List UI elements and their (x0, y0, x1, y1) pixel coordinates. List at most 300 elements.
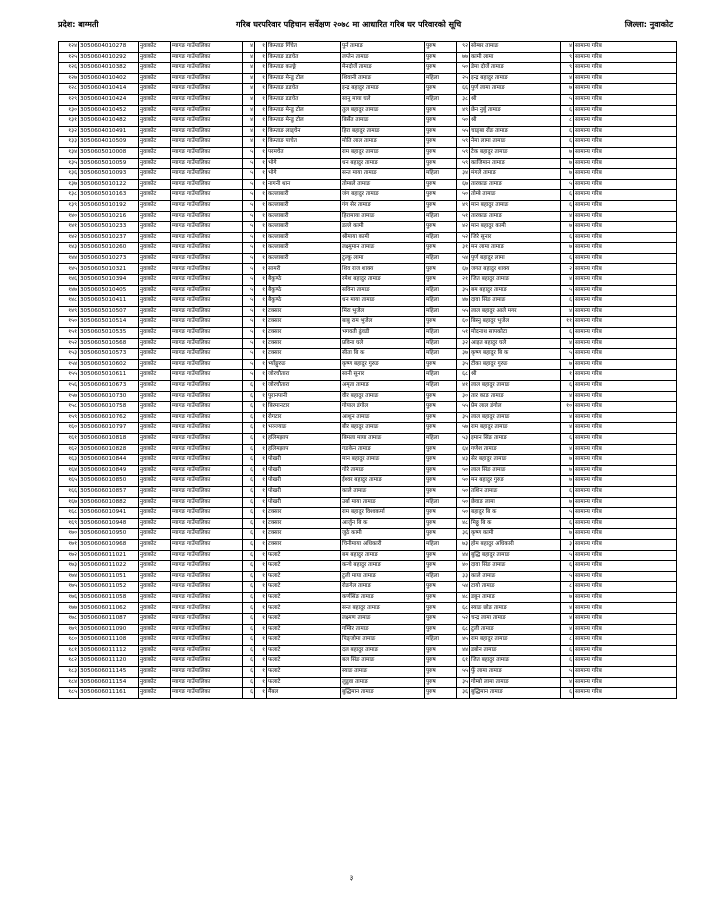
cell-tole: बैकुण्ठे (267, 285, 341, 296)
cell-municipality: म्यागङ गाउँपालिका (171, 592, 243, 603)
cell-family-size: ७ (561, 465, 574, 476)
cell-head-name: गम्बिर तामाङ (341, 624, 425, 635)
cell-ward: ६ (243, 433, 255, 444)
cell-gender: पुरुष (425, 592, 457, 603)
cell-father-name: स्याङ छोङ तामाङ (470, 603, 561, 614)
cell-tole: बैकुण्ठे (267, 296, 341, 307)
cell-tole: जोरचौतारा (267, 381, 341, 392)
cell-municipality: म्यागङ गाउँपालिका (171, 285, 243, 296)
cell-serial-no: १३३ (59, 137, 79, 148)
cell-serial-no: १५१ (59, 328, 79, 339)
cell-household-id: 3050606010941 (79, 508, 139, 519)
cell-municipality: म्यागङ गाउँपालिका (171, 116, 243, 127)
cell-gender: पुरुष (425, 158, 457, 169)
cell-father-name: मंगले तामाङ (470, 169, 561, 180)
cell-ward: ६ (243, 391, 255, 402)
cell-head-name: हिरामाया तामाङ (341, 211, 425, 222)
table-row (59, 423, 677, 434)
table-row (59, 370, 677, 381)
cell-cluster: १ (255, 603, 267, 614)
cell-family-size: ४ (561, 423, 574, 434)
cell-municipality: म्यागङ गाउँपालिका (171, 444, 243, 455)
cell-district: नुवाकोट (139, 486, 171, 497)
cell-poverty-category: सामान्य गरिब (574, 381, 677, 392)
cell-ward: ४ (243, 105, 255, 116)
cell-cluster: १ (255, 296, 267, 307)
cell-household-id: 3050605010411 (79, 296, 139, 307)
cell-gender: महिला (425, 306, 457, 317)
cell-poverty-category: सामान्य गरिब (574, 592, 677, 603)
cell-age: ५५ (457, 402, 470, 413)
cell-gender: महिला (425, 433, 457, 444)
cell-father-name: चन्द्र लामा तामाङ (470, 614, 561, 625)
cell-family-size: ४ (561, 614, 574, 625)
cell-district: नुवाकोट (139, 190, 171, 201)
cell-municipality: म्यागङ गाउँपालिका (171, 126, 243, 137)
cell-cluster: १ (255, 306, 267, 317)
cell-poverty-category: सामान्य गरिब (574, 126, 677, 137)
cell-family-size: ४ (561, 677, 574, 688)
cell-household-id: 3050604010491 (79, 126, 139, 137)
cell-father-name: राम बहादुर तामाङ (470, 635, 561, 646)
cell-cluster: १ (255, 476, 267, 487)
cell-head-name: पुर्न तामाङ (341, 42, 425, 53)
cell-cluster: १ (255, 455, 267, 466)
cell-district: नुवाकोट (139, 52, 171, 63)
cell-household-id: 3050606010850 (79, 476, 139, 487)
cell-poverty-category: सामान्य गरिब (574, 667, 677, 678)
cell-serial-no: १५९ (59, 412, 79, 423)
table-row (59, 116, 677, 127)
cell-age: ४१ (457, 381, 470, 392)
cell-municipality: म्यागङ गाउँपालिका (171, 147, 243, 158)
cell-age: ३७ (457, 349, 470, 360)
cell-tole: हलिमझाप (267, 433, 341, 444)
cell-ward: ६ (243, 656, 255, 667)
cell-age: ५४ (457, 582, 470, 593)
cell-municipality: म्यागङ गाउँपालिका (171, 42, 243, 53)
cell-household-id: 3050606011051 (79, 571, 139, 582)
cell-poverty-category: सामान्य गरिब (574, 518, 677, 529)
cell-family-size: ४ (561, 211, 574, 222)
cell-municipality: म्यागङ गाउँपालिका (171, 561, 243, 572)
cell-municipality: म्यागङ गाउँपालिका (171, 73, 243, 84)
cell-municipality: म्यागङ गाउँपालिका (171, 677, 243, 688)
table-row (59, 550, 677, 561)
cell-tole: फलाटे (267, 645, 341, 656)
cell-family-size: ६ (561, 381, 574, 392)
cell-head-name: भगवती ढुंवडी (341, 328, 425, 339)
cell-household-id: 3050606011052 (79, 582, 139, 593)
cell-district: नुवाकोट (139, 433, 171, 444)
cell-head-name: सन्त माया तामाङ (341, 169, 425, 180)
cell-tole: किम्ताङ लाड्चेन (267, 126, 341, 137)
cell-district: नुवाकोट (139, 84, 171, 95)
cell-family-size: ११ (561, 317, 574, 328)
cell-age: २५ (457, 73, 470, 84)
cell-district: नुवाकोट (139, 328, 171, 339)
cell-family-size: ७ (561, 529, 574, 540)
cell-gender: पुरुष (425, 391, 457, 402)
cell-age: ५० (457, 63, 470, 74)
table-row (59, 190, 677, 201)
cell-serial-no: १८० (59, 635, 79, 646)
cell-district: नुवाकोट (139, 137, 171, 148)
cell-municipality: म्यागङ गाउँपालिका (171, 94, 243, 105)
cell-gender: महिला (425, 349, 457, 360)
cell-family-size: ८ (561, 582, 574, 593)
cell-poverty-category: सामान्य गरिब (574, 635, 677, 646)
cell-poverty-category: सामान्य गरिब (574, 508, 677, 519)
cell-district: नुवाकोट (139, 550, 171, 561)
cell-gender: पुरुष (425, 603, 457, 614)
cell-cluster: १ (255, 137, 267, 148)
table-row (59, 433, 677, 444)
cell-head-name: सन्त बहादुर तामाङ (341, 603, 425, 614)
cell-household-id: 3050606010882 (79, 497, 139, 508)
cell-serial-no: १२७ (59, 73, 79, 84)
cell-family-size: ८ (561, 635, 574, 646)
cell-head-name: बम बहादुर तामाङ (341, 550, 425, 561)
cell-tole: फलाटे (267, 656, 341, 667)
cell-district: नुवाकोट (139, 667, 171, 678)
cell-household-id: 3050605010611 (79, 370, 139, 381)
cell-cluster: १ (255, 169, 267, 180)
cell-age: ४४ (457, 550, 470, 561)
cell-age: ३५ (457, 677, 470, 688)
cell-head-name: रोङगेल तामाङ (341, 582, 425, 593)
cell-serial-no: १६० (59, 423, 79, 434)
cell-tole: फलाटे (267, 592, 341, 603)
cell-gender: पुरुष (425, 190, 457, 201)
cell-tole: किम्ताङ मेन्डु टोल (267, 116, 341, 127)
cell-tole: सामरी (267, 264, 341, 275)
cell-head-name: लुडुवा तामाङ (341, 677, 425, 688)
cell-family-size: ४ (561, 42, 574, 53)
cell-family-size: ६ (561, 126, 574, 137)
cell-serial-no: १५० (59, 317, 79, 328)
cell-family-size: ६ (561, 486, 574, 497)
cell-age: ४८ (457, 592, 470, 603)
cell-poverty-category: सामान्य गरिब (574, 402, 677, 413)
cell-family-size: ४ (561, 73, 574, 84)
cell-district: नुवाकोट (139, 561, 171, 572)
cell-serial-no: १७० (59, 529, 79, 540)
cell-poverty-category: सामान्य गरिब (574, 147, 677, 158)
cell-father-name: मन लामा तामाङ (470, 243, 561, 254)
cell-family-size: ७ (561, 84, 574, 95)
cell-family-size: ७ (561, 222, 574, 233)
cell-poverty-category: सामान्य गरिब (574, 412, 677, 423)
table-row (59, 84, 677, 95)
cell-municipality: म्यागङ गाउँपालिका (171, 508, 243, 519)
cell-head-name: आर्जुन बि क (341, 518, 425, 529)
cell-gender: पुरुष (425, 137, 457, 148)
cell-family-size: ७ (561, 169, 574, 180)
cell-municipality: म्यागङ गाउँपालिका (171, 571, 243, 582)
cell-age: ५० (457, 497, 470, 508)
cell-poverty-category: सामान्य गरिब (574, 338, 677, 349)
cell-cluster: १ (255, 275, 267, 286)
cell-serial-no: १२५ (59, 52, 79, 63)
cell-ward: ४ (243, 116, 255, 127)
table-row (59, 635, 677, 646)
cell-district: नुवाकोट (139, 94, 171, 105)
cell-head-name: आशुन तामाङ (341, 412, 425, 423)
cell-age: ५१ (457, 211, 470, 222)
cell-cluster: १ (255, 582, 267, 593)
cell-serial-no: १४२ (59, 232, 79, 243)
cell-serial-no: १४८ (59, 296, 79, 307)
cell-father-name: लाल सिंङ तामाङ (470, 465, 561, 476)
cell-municipality: म्यागङ गाउँपालिका (171, 253, 243, 264)
cell-poverty-category: सामान्य गरिब (574, 465, 677, 476)
cell-serial-no: १३८ (59, 190, 79, 201)
cell-poverty-category: सामान्य गरिब (574, 253, 677, 264)
cell-ward: ५ (243, 306, 255, 317)
table-row (59, 518, 677, 529)
cell-age: ३६ (457, 529, 470, 540)
cell-head-name: सानु माया घले (341, 94, 425, 105)
cell-serial-no: १७४ (59, 571, 79, 582)
cell-head-name: पिङ्जोमा तामाङ (341, 635, 425, 646)
cell-head-name: रमेश बहादुर तामाङ (341, 275, 425, 286)
cell-cluster: १ (255, 200, 267, 211)
cell-gender: पुरुष (425, 582, 457, 593)
cell-district: नुवाकोट (139, 200, 171, 211)
district-label: जिल्ला: नुवाकोट (624, 20, 673, 29)
table-row (59, 328, 677, 339)
cell-serial-no: १६३ (59, 455, 79, 466)
cell-poverty-category: सामान्य गरिब (574, 317, 677, 328)
cell-district: नुवाकोट (139, 232, 171, 243)
cell-head-name: धन माया तामाङ (341, 296, 425, 307)
cell-age: ५५ (457, 306, 470, 317)
cell-district: नुवाकोट (139, 211, 171, 222)
cell-gender: पुरुष (425, 529, 457, 540)
cell-family-size: ४ (561, 275, 574, 286)
cell-tole: भञ्ज्याङ (267, 423, 341, 434)
cell-ward: ५ (243, 317, 255, 328)
cell-serial-no: १५८ (59, 402, 79, 413)
cell-father-name: तोम्बे तामाङ (470, 190, 561, 201)
cell-father-name: सोम्बर तामाङ (470, 42, 561, 53)
cell-cluster: १ (255, 508, 267, 519)
cell-father-name: मोदनाथ सापकोटा (470, 328, 561, 339)
cell-ward: ५ (243, 264, 255, 275)
cell-tole: टक्सार (267, 539, 341, 550)
cell-cluster: १ (255, 84, 267, 95)
cell-cluster: १ (255, 550, 267, 561)
cell-father-name: जगत बहादुर शाक्य (470, 264, 561, 275)
cell-ward: ५ (243, 338, 255, 349)
cell-ward: ६ (243, 550, 255, 561)
table-row (59, 508, 677, 519)
table-row (59, 539, 677, 550)
cell-family-size: ७ (561, 455, 574, 466)
cell-father-name: छेवाङ लामा (470, 497, 561, 508)
table-row (59, 253, 677, 264)
cell-ward: ५ (243, 179, 255, 190)
cell-district: नुवाकोट (139, 603, 171, 614)
cell-age: ९२ (457, 42, 470, 53)
table-row (59, 296, 677, 307)
table-row (59, 465, 677, 476)
table-row (59, 158, 677, 169)
cell-household-id: 3050605010192 (79, 200, 139, 211)
cell-gender: महिला (425, 635, 457, 646)
cell-ward: ६ (243, 592, 255, 603)
cell-family-size: ७ (561, 147, 574, 158)
cell-ward: ६ (243, 539, 255, 550)
cell-gender: महिला (425, 338, 457, 349)
cell-poverty-category: सामान्य गरिब (574, 391, 677, 402)
cell-municipality: म्यागङ गाउँपालिका (171, 635, 243, 646)
cell-ward: ६ (243, 465, 255, 476)
cell-municipality: म्यागङ गाउँपालिका (171, 486, 243, 497)
cell-district: नुवाकोट (139, 63, 171, 74)
cell-poverty-category: सामान्य गरिब (574, 190, 677, 201)
cell-head-name: कर्णसिंङ तामाङ (341, 592, 425, 603)
cell-district: नुवाकोट (139, 285, 171, 296)
cell-poverty-category: सामान्य गरिब (574, 179, 677, 190)
cell-household-id: 3050606010950 (79, 529, 139, 540)
cell-father-name: बहादुर बि क (470, 508, 561, 519)
cell-household-id: 3050606010844 (79, 455, 139, 466)
cell-age: ४९ (457, 200, 470, 211)
cell-poverty-category: सामान्य गरिब (574, 529, 677, 540)
cell-gender: पुरुष (425, 126, 457, 137)
cell-head-name: बीर बहादुर तामाङ (341, 423, 425, 434)
cell-father-name: तारकाङ तामाङ (470, 179, 561, 190)
cell-age: ६० (457, 317, 470, 328)
cell-municipality: म्यागङ गाउँपालिका (171, 465, 243, 476)
cell-tole: टक्सार (267, 529, 341, 540)
table-row (59, 444, 677, 455)
cell-father-name: कृष्ण बहादुर बि क (470, 349, 561, 360)
cell-poverty-category: सामान्य गरिब (574, 84, 677, 95)
cell-gender: महिला (425, 94, 457, 105)
cell-family-size: ६ (561, 328, 574, 339)
cell-head-name: बुद्धिमान तामाङ (341, 688, 425, 699)
cell-ward: ६ (243, 486, 255, 497)
cell-district: नुवाकोट (139, 592, 171, 603)
cell-gender: महिला (425, 73, 457, 84)
cell-age: ६१ (457, 656, 470, 667)
cell-father-name: बिस्नु बहादुर भुजेल (470, 317, 561, 328)
cell-gender: महिला (425, 539, 457, 550)
cell-ward: ५ (243, 232, 255, 243)
cell-age: ५० (457, 190, 470, 201)
table-row (59, 52, 677, 63)
cell-poverty-category: सामान्य गरिब (574, 158, 677, 169)
cell-father-name: मन बहादुर गुरुङ (470, 476, 561, 487)
table-row (59, 105, 677, 116)
cell-cluster: १ (255, 126, 267, 137)
cell-gender: पुरुष (425, 656, 457, 667)
cell-tole: टक्सार (267, 508, 341, 519)
cell-father-name: मिठ्ठु बि क (470, 518, 561, 529)
cell-tole: किम्ताङ मेन्डु टोल (267, 73, 341, 84)
cell-head-name: जंग बहादुर तामाङ (341, 190, 425, 201)
cell-ward: ५ (243, 200, 255, 211)
cell-poverty-category: सामान्य गरिब (574, 285, 677, 296)
cell-household-id: 3050606010730 (79, 391, 139, 402)
cell-serial-no: १६१ (59, 433, 79, 444)
cell-head-name: ईश्वर बहादुर तामाङ (341, 476, 425, 487)
cell-poverty-category: सामान्य गरिब (574, 455, 677, 466)
cell-district: नुवाकोट (139, 370, 171, 381)
cell-tole: कल्लाबारी (267, 190, 341, 201)
cell-age: ५४ (457, 253, 470, 264)
cell-family-size: ५ (561, 285, 574, 296)
cell-municipality: म्यागङ गाउँपालिका (171, 200, 243, 211)
cell-district: नुवाकोट (139, 158, 171, 169)
table-row (59, 497, 677, 508)
cell-poverty-category: सामान्य गरिब (574, 359, 677, 370)
cell-household-id: 3050606010758 (79, 402, 139, 413)
cell-tole: किम्ताङ गिँचेत (267, 42, 341, 53)
cell-poverty-category: सामान्य गरिब (574, 561, 677, 572)
cell-age: ३५ (457, 285, 470, 296)
cell-serial-no: १५६ (59, 381, 79, 392)
cell-gender: पुरुष (425, 455, 457, 466)
table-row (59, 137, 677, 148)
cell-municipality: म्यागङ गाउँपालिका (171, 412, 243, 423)
cell-family-size: ५ (561, 667, 574, 678)
cell-head-name: बल सिंङ तामाङ (341, 656, 425, 667)
cell-age: ४२ (457, 222, 470, 233)
cell-serial-no: १३९ (59, 200, 79, 211)
cell-district: नुवाकोट (139, 624, 171, 635)
cell-district: नुवाकोट (139, 455, 171, 466)
cell-ward: ६ (243, 561, 255, 572)
cell-household-id: 3050605010514 (79, 317, 139, 328)
cell-cluster: १ (255, 571, 267, 582)
cell-father-name: होम बहादुर अधिकारी (470, 539, 561, 550)
cell-cluster: १ (255, 592, 267, 603)
cell-family-size: ४ (561, 412, 574, 423)
cell-household-id: 3050604010402 (79, 73, 139, 84)
cell-age: ४७ (457, 296, 470, 307)
cell-ward: ५ (243, 296, 255, 307)
cell-cluster: १ (255, 222, 267, 233)
cell-serial-no: १८२ (59, 656, 79, 667)
table-row (59, 264, 677, 275)
cell-cluster: १ (255, 391, 267, 402)
cell-family-size: ७ (561, 476, 574, 487)
cell-age: ५३ (457, 433, 470, 444)
table-row (59, 603, 677, 614)
cell-father-name: जित बहादुर तामाङ (470, 656, 561, 667)
cell-father-name: तशिन तामाङ (470, 486, 561, 497)
cell-tole: फलाटे (267, 614, 341, 625)
cell-municipality: म्यागङ गाउँपालिका (171, 497, 243, 508)
cell-household-id: 3050605010059 (79, 158, 139, 169)
cell-serial-no: १७३ (59, 561, 79, 572)
cell-poverty-category: सामान्य गरिब (574, 200, 677, 211)
cell-cluster: १ (255, 158, 267, 169)
cell-tole: नागनी थान (267, 179, 341, 190)
cell-cluster: १ (255, 381, 267, 392)
cell-ward: ५ (243, 359, 255, 370)
cell-cluster: १ (255, 105, 267, 116)
cell-household-id: 3050605010394 (79, 275, 139, 286)
cell-district: नुवाकोट (139, 423, 171, 434)
cell-cluster: १ (255, 444, 267, 455)
cell-age: ५२ (457, 614, 470, 625)
cell-father-name: फुँ लामा तामाङ (470, 667, 561, 678)
